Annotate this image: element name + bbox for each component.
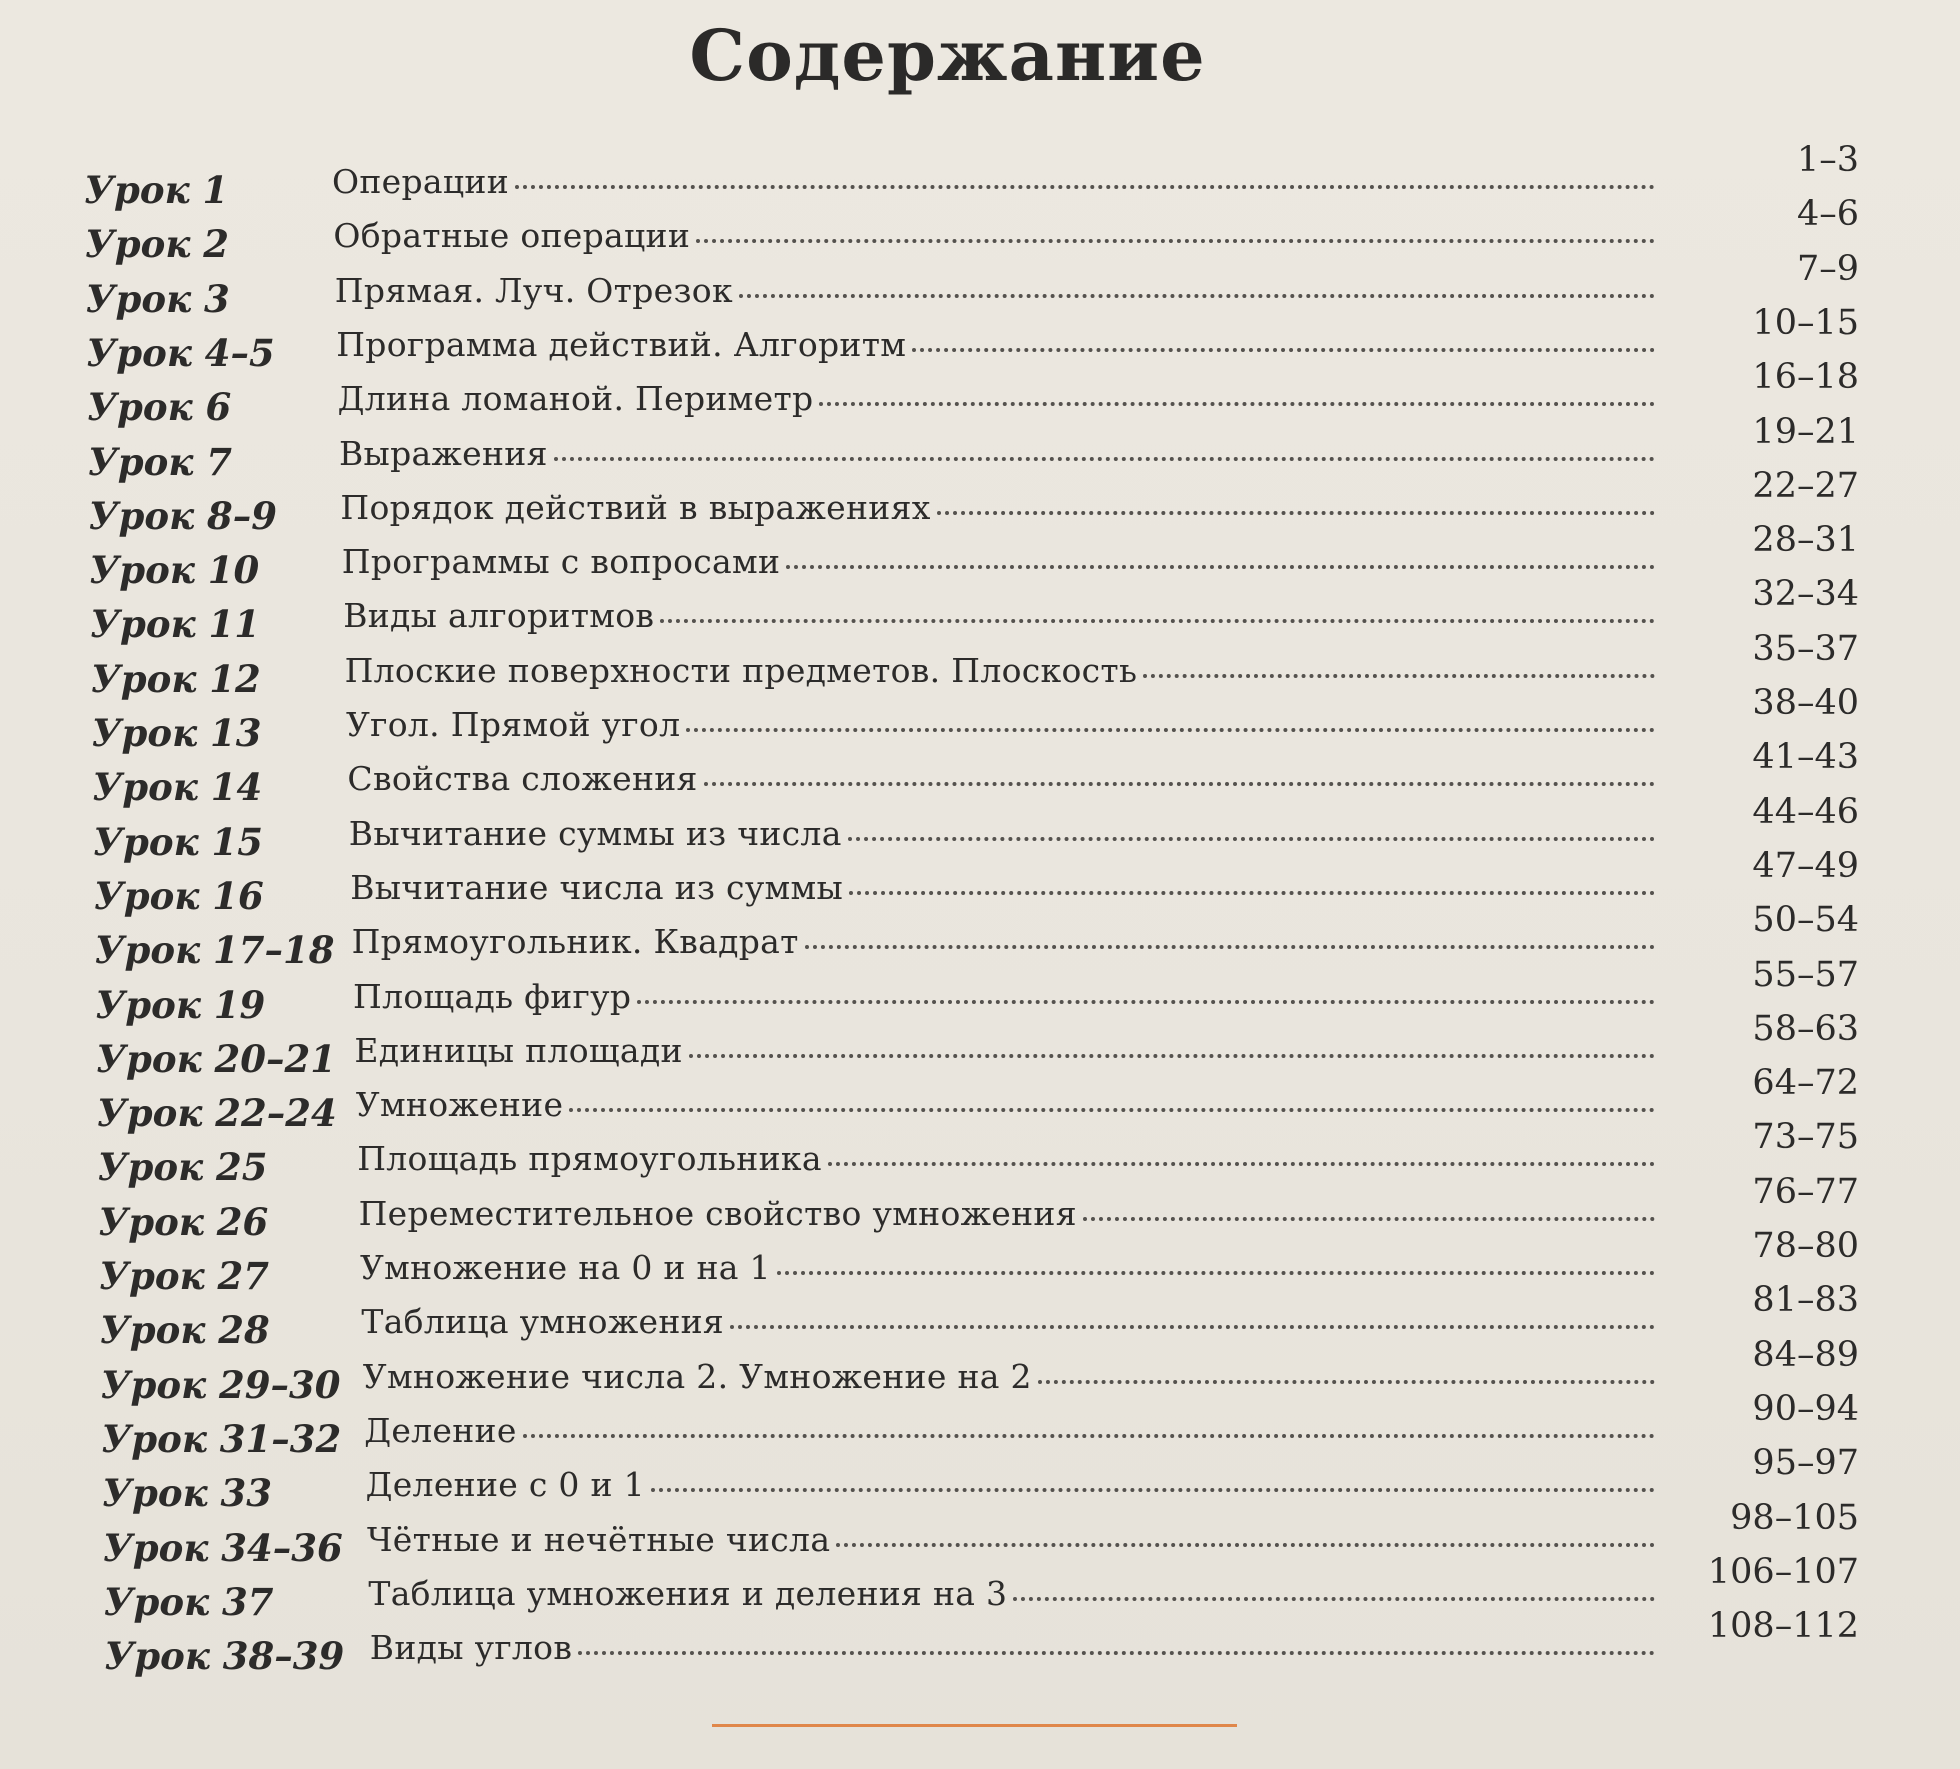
topic-line bbox=[343, 596, 1655, 635]
toc-row bbox=[0, 1497, 1960, 1570]
toc-row bbox=[0, 954, 1960, 1027]
page-range: 10–15 bbox=[1752, 302, 1859, 343]
topic-title: Угол. Прямой угол bbox=[346, 705, 681, 744]
page-range: 32–34 bbox=[1752, 574, 1859, 615]
lesson-label: Урок 34–36 bbox=[102, 1525, 343, 1570]
page-range: 90–94 bbox=[1752, 1388, 1859, 1429]
page-range: 4–6 bbox=[1796, 194, 1859, 235]
dot-leader bbox=[704, 782, 1655, 786]
topic-title: Программа действий. Алгоритм bbox=[336, 324, 907, 364]
page-title: Содержание bbox=[689, 14, 1206, 97]
topic-line bbox=[339, 434, 1655, 473]
toc-row bbox=[0, 845, 1960, 918]
lesson-label: Урок 19 bbox=[95, 982, 266, 1027]
toc-row bbox=[0, 628, 1960, 701]
topic-title: Деление с 0 и 1 bbox=[365, 1465, 645, 1505]
toc-row bbox=[0, 1171, 1960, 1244]
topic-title: Умножение bbox=[355, 1085, 564, 1125]
page-range: 19–21 bbox=[1752, 411, 1859, 452]
dot-leader bbox=[937, 511, 1655, 515]
bottom-divider bbox=[712, 1724, 1237, 1727]
page-range: 64–72 bbox=[1752, 1063, 1859, 1104]
page-range: 44–46 bbox=[1752, 791, 1859, 832]
page-range: 78–80 bbox=[1752, 1226, 1859, 1266]
dot-leader bbox=[786, 565, 1655, 569]
topic-line bbox=[335, 271, 1655, 310]
toc-row bbox=[0, 574, 1960, 647]
topic-line bbox=[352, 922, 1655, 961]
topic-title: Обратные операции bbox=[333, 216, 691, 256]
topic-line bbox=[333, 216, 1655, 255]
page-range: 16–18 bbox=[1752, 357, 1859, 398]
dot-leader bbox=[1143, 674, 1655, 678]
topic-line bbox=[363, 1357, 1655, 1396]
dot-leader bbox=[739, 294, 1655, 298]
topic-line bbox=[360, 1248, 1655, 1287]
dot-leader bbox=[569, 1108, 1655, 1112]
topic-line bbox=[354, 1031, 1655, 1070]
topic-title: Виды алгоритмов bbox=[343, 596, 655, 636]
topic-title: Чётные и нечётные числа bbox=[367, 1519, 831, 1559]
toc-row bbox=[0, 302, 1960, 375]
lesson-label: Урок 3 bbox=[85, 276, 230, 321]
page-range: 81–83 bbox=[1752, 1280, 1859, 1321]
topic-line bbox=[366, 1465, 1655, 1504]
topic-line bbox=[346, 705, 1655, 744]
page-range: 58–63 bbox=[1752, 1008, 1859, 1049]
lesson-label: Урок 15 bbox=[93, 819, 263, 864]
lesson-label: Урок 37 bbox=[103, 1579, 274, 1624]
topic-title: Свойства сложения bbox=[347, 759, 698, 799]
toc-row bbox=[0, 900, 1960, 973]
toc-row bbox=[0, 411, 1960, 484]
dot-leader bbox=[730, 1325, 1655, 1329]
lesson-label: Урок 28 bbox=[99, 1308, 270, 1353]
toc-row bbox=[0, 791, 1960, 864]
toc-row bbox=[0, 1334, 1960, 1407]
page-range: 50–54 bbox=[1752, 900, 1859, 941]
topic-title: Вычитание числа из суммы bbox=[350, 867, 844, 907]
lesson-label: Урок 8–9 bbox=[88, 493, 277, 538]
page-range: 73–75 bbox=[1752, 1117, 1859, 1158]
page-range: 38–40 bbox=[1752, 683, 1859, 723]
topic-line bbox=[359, 1194, 1655, 1233]
topic-title: Программы с вопросами bbox=[341, 542, 781, 582]
topic-title: Прямоугольник. Квадрат bbox=[351, 922, 799, 962]
topic-line bbox=[347, 759, 1655, 798]
page-range: 47–49 bbox=[1752, 845, 1859, 886]
dot-leader bbox=[578, 1651, 1655, 1655]
topic-line bbox=[336, 325, 1655, 364]
lesson-label: Урок 17–18 bbox=[94, 928, 335, 973]
lesson-label: Урок 2 bbox=[84, 222, 229, 267]
topic-line bbox=[349, 814, 1655, 853]
topic-title: Единицы площади bbox=[354, 1030, 683, 1070]
dot-leader bbox=[819, 402, 1655, 406]
topic-line bbox=[361, 1302, 1655, 1341]
topic-title: Площадь прямоугольника bbox=[357, 1139, 822, 1179]
topic-line bbox=[370, 1628, 1655, 1667]
toc-row bbox=[0, 683, 1960, 755]
toc-row bbox=[0, 1117, 1960, 1190]
lesson-label: Урок 25 bbox=[97, 1145, 268, 1190]
topic-title: Прямая. Луч. Отрезок bbox=[334, 270, 733, 310]
lesson-label: Урок 4–5 bbox=[86, 330, 275, 375]
page-range: 41–43 bbox=[1752, 737, 1859, 778]
lesson-label: Урок 20–21 bbox=[96, 1036, 336, 1081]
lesson-label: Урок 22–24 bbox=[96, 1091, 337, 1136]
topic-line bbox=[342, 542, 1655, 581]
toc-row bbox=[0, 1606, 1960, 1679]
lesson-label: Урок 6 bbox=[87, 385, 232, 430]
toc-row bbox=[0, 357, 1960, 430]
lesson-label: Урок 27 bbox=[99, 1254, 269, 1298]
toc-row bbox=[0, 737, 1960, 810]
toc-row bbox=[0, 1551, 1960, 1624]
topic-title: Порядок действий в выражениях bbox=[340, 487, 931, 527]
dot-leader bbox=[805, 945, 1655, 949]
dot-leader bbox=[660, 619, 1655, 623]
lesson-label: Урок 11 bbox=[90, 602, 260, 647]
toc-row bbox=[0, 1063, 1960, 1136]
dot-leader bbox=[912, 348, 1655, 352]
toc-row bbox=[0, 248, 1960, 321]
topic-line bbox=[340, 488, 1655, 527]
topic-line bbox=[367, 1520, 1655, 1559]
lesson-label: Урок 16 bbox=[93, 873, 264, 918]
lesson-label: Урок 14 bbox=[92, 765, 263, 810]
topic-title: Умножение на 0 и на 1 bbox=[360, 1248, 771, 1287]
page-range: 106–107 bbox=[1707, 1551, 1859, 1592]
topic-title: Операции bbox=[332, 162, 509, 201]
lesson-label: Урок 31–32 bbox=[101, 1416, 342, 1461]
toc-row bbox=[0, 1280, 1960, 1353]
page-range: 95–97 bbox=[1752, 1443, 1859, 1484]
dot-leader bbox=[651, 1488, 1655, 1492]
topic-title: Таблица умножения bbox=[361, 1302, 725, 1342]
dot-leader bbox=[777, 1271, 1655, 1275]
lesson-label: Урок 13 bbox=[91, 711, 262, 755]
topic-line bbox=[338, 379, 1655, 418]
topic-title: Умножение числа 2. Умножение на 2 bbox=[362, 1356, 1032, 1396]
page-range: 7–9 bbox=[1796, 248, 1859, 289]
dot-leader bbox=[637, 1000, 1655, 1004]
page-range: 84–89 bbox=[1752, 1334, 1859, 1375]
page-range: 22–27 bbox=[1752, 465, 1859, 506]
topic-title: Переместительное свойство умножения bbox=[358, 1193, 1077, 1233]
page-range: 108–112 bbox=[1707, 1606, 1859, 1647]
topic-line bbox=[350, 868, 1655, 907]
dot-leader bbox=[828, 1162, 1655, 1166]
toc-row bbox=[0, 1008, 1960, 1081]
dot-leader bbox=[554, 457, 1655, 461]
topic-title: Плоские поверхности предметов. Плоскость bbox=[344, 650, 1138, 690]
lesson-label: Урок 29–30 bbox=[100, 1362, 341, 1407]
topic-title: Вычитание суммы из числа bbox=[348, 813, 842, 853]
page-range: 1–3 bbox=[1796, 140, 1859, 180]
topic-title: Деление bbox=[364, 1410, 517, 1450]
toc-row bbox=[0, 1226, 1960, 1298]
page-range: 35–37 bbox=[1752, 628, 1859, 669]
lesson-label: Урок 26 bbox=[98, 1199, 269, 1244]
topic-title: Длина ломаной. Периметр bbox=[337, 379, 814, 419]
dot-leader bbox=[836, 1543, 1655, 1547]
topic-title: Выражения bbox=[339, 433, 548, 473]
dot-leader bbox=[515, 185, 1655, 189]
lesson-label: Урок 1 bbox=[84, 168, 229, 212]
topic-title: Таблица умножения и деления на 3 bbox=[368, 1573, 1008, 1613]
lesson-label: Урок 12 bbox=[90, 656, 261, 701]
lesson-label: Урок 7 bbox=[87, 439, 232, 484]
page-range: 76–77 bbox=[1752, 1171, 1859, 1212]
lesson-label: Урок 33 bbox=[102, 1471, 272, 1516]
topic-line bbox=[357, 1139, 1655, 1178]
dot-leader bbox=[689, 1054, 1655, 1058]
topic-title: Площадь фигур bbox=[353, 976, 632, 1016]
toc-row bbox=[0, 1388, 1960, 1461]
topic-line bbox=[356, 1085, 1655, 1124]
topic-line bbox=[353, 977, 1655, 1016]
dot-leader bbox=[1083, 1217, 1655, 1221]
topic-line bbox=[364, 1411, 1655, 1450]
dot-leader bbox=[1038, 1380, 1655, 1384]
topic-line bbox=[345, 651, 1655, 690]
dot-leader bbox=[696, 239, 1655, 243]
toc-row bbox=[0, 465, 1960, 538]
toc-row bbox=[0, 1443, 1960, 1516]
dot-leader bbox=[848, 837, 1655, 841]
page-range: 98–105 bbox=[1730, 1497, 1859, 1538]
page-range: 55–57 bbox=[1752, 954, 1859, 995]
dot-leader bbox=[849, 891, 1655, 895]
topic-line bbox=[332, 162, 1655, 201]
page-range: 28–31 bbox=[1752, 520, 1859, 561]
topic-line bbox=[368, 1574, 1655, 1613]
dot-leader bbox=[523, 1434, 1655, 1438]
toc-row bbox=[0, 520, 1960, 593]
toc-row bbox=[0, 194, 1960, 267]
lesson-label: Урок 38–39 bbox=[104, 1634, 345, 1679]
lesson-label: Урок 10 bbox=[89, 548, 260, 593]
toc-row bbox=[0, 140, 1960, 212]
dot-leader bbox=[1013, 1597, 1655, 1601]
dot-leader bbox=[686, 728, 1655, 732]
topic-title: Виды углов bbox=[369, 1628, 573, 1668]
